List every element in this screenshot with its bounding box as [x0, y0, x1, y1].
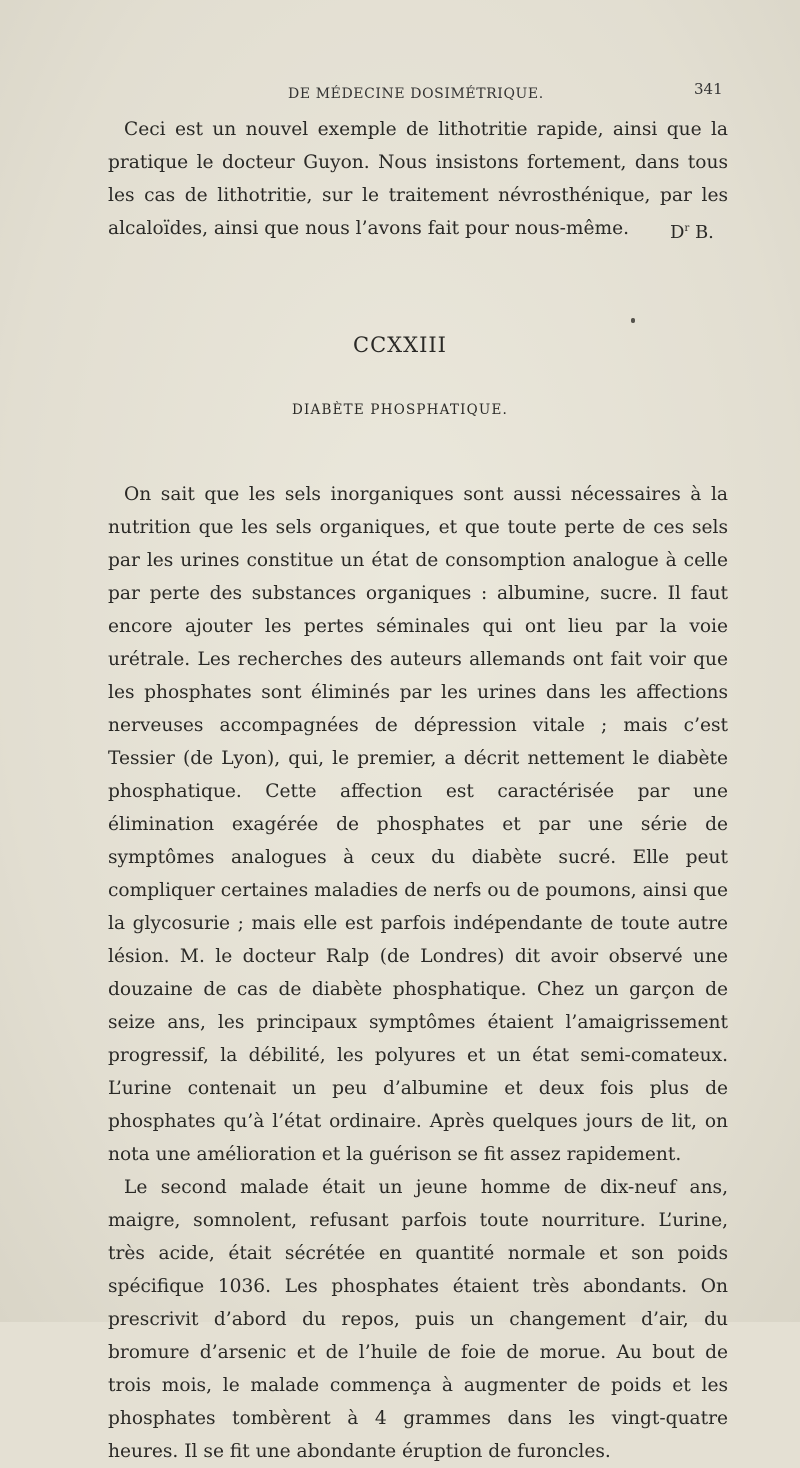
body-section [108, 478, 728, 1468]
signature [670, 222, 714, 243]
chapter-title: DIABÈTE PHOSPHATIQUE. [292, 402, 508, 418]
intro-paragraph: Ceci est un nouvel exemple de lithotritie rapide, ainsi que la pratique le docteur Guyon. Nous insistons fortement, dans tous les cas de lithotritie, sur le traitement névrosthénique, par les alcaloïdes, ainsi que nous l’avons fait pour nous-même. [108, 119, 728, 239]
signature-prefix: D [670, 222, 685, 243]
signature-superscript: r [684, 223, 690, 234]
body-paragraph-1: On sait que les sels inorganiques sont aussi nécessaires à la nutrition que les sels organiques, et que toute perte de ces sels par les urines constitue un état de consomption analogue à celle par perte des substances organiques : albumine, sucre. Il faut encore ajouter les pertes séminales qui ont lieu par la voie urétrale. Les recherches des auteurs allemands ont fait voir que les phosphates sont éliminés par les urines dans les affections nerveuses accompagnées de dépression vitale ; mais c’est Tessier (de Lyon), qui, le premier, a décrit nettement le diabète phosphatique. Cette affection est caractérisée par une élimination exagérée de phosphates et par une série de symptômes analogues à ceux du diabète sucré. Elle peut compliquer certaines maladies de nerfs ou de poumons, ainsi que la glycosurie ; mais elle est parfois indépendante de toute autre lésion. M. le docteur Ralp (de Londres) dit avoir observé une douzaine de cas de diabète phosphatique. Chez un garçon de seize ans, les principaux symptômes étaient l’amaigrissement progressif, la débilité, les polyures et un état semi-comateux. L’urine contenait un peu d’albumine et deux fois plus de phosphates qu’à l’état ordinaire. Après quelques jours de lit, on nota une amélioration et la guérison se fit assez rapidement. [108, 484, 728, 1165]
intro-section [108, 113, 728, 245]
chapter-number: CCXXIII [353, 333, 447, 357]
page-number: 341 [694, 80, 723, 98]
signature-name: B. [689, 222, 714, 243]
running-header: DE MÉDECINE DOSIMÉTRIQUE. [288, 86, 544, 102]
body-paragraph-2: Le second malade était un jeune homme de dix-neuf ans, maigre, somnolent, refusant parfois toute nourriture. L’urine, très acide, était sécrétée en quantité normale et son poids spécifique 1036. Les phosphates étaient très abondants. On prescrivit d’abord du repos, puis un changement d’air, du bromure d’arsenic et de l’huile de foie de morue. Au bout de trois mois, le malade commença à augmenter de poids et les phosphates tombèrent à 4 grammes dans les vingt-quatre heures. Il se fit une abondante éruption de furoncles. [108, 1177, 728, 1462]
ink-speck [631, 318, 635, 323]
